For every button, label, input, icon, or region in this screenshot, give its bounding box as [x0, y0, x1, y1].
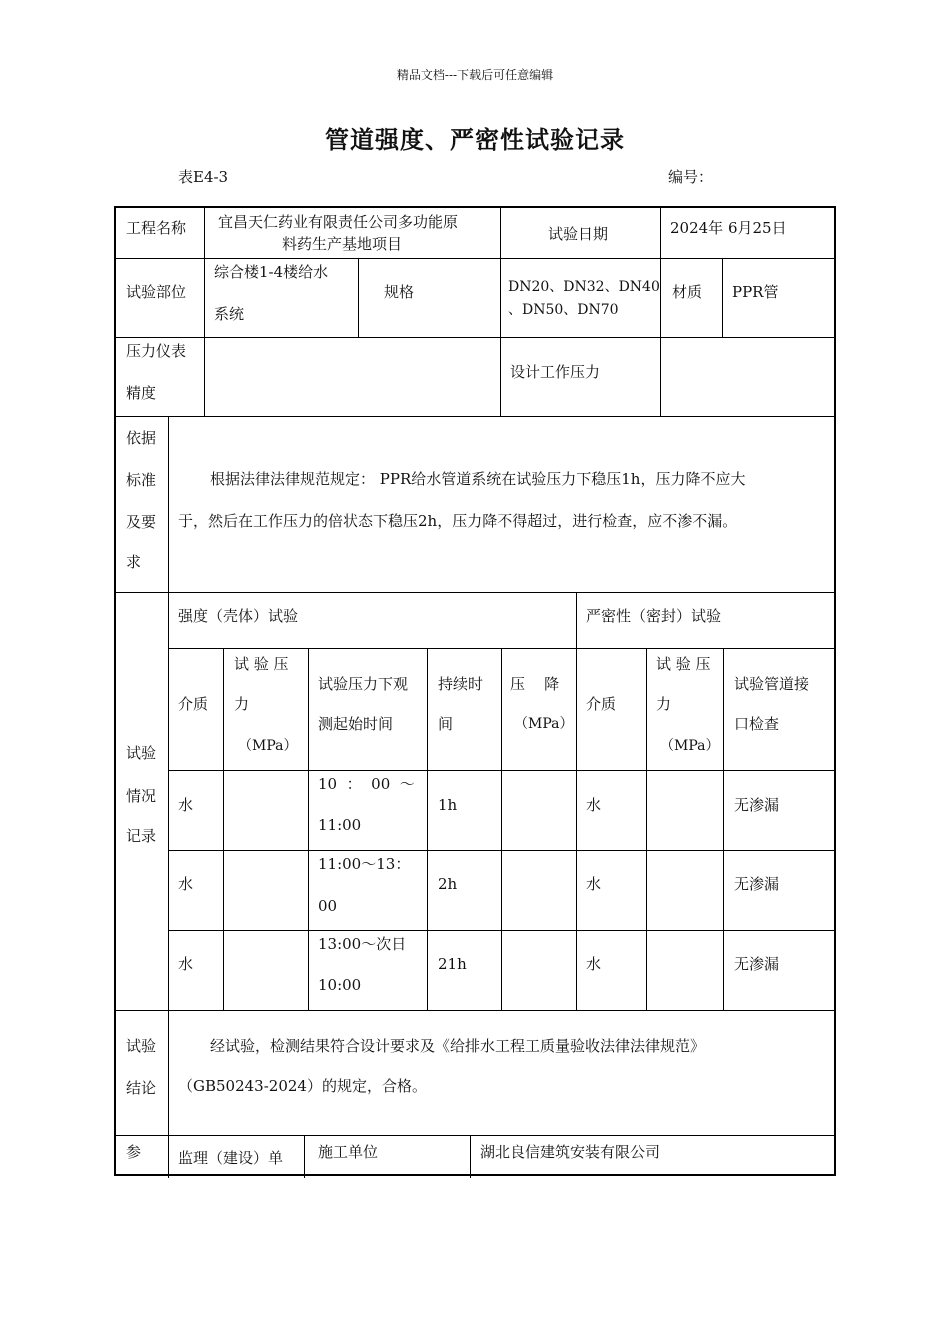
col-pressure2-line1: 试 验 压: [656, 655, 711, 673]
conclusion-text-line2: （GB50243-2024）的规定，合格。: [178, 1077, 427, 1095]
table-row-1-medium2: 水: [586, 796, 602, 814]
table-row-3-start-line2: 10:00: [318, 976, 362, 994]
table-row-1-start-line1: 10 ： 00 ～: [318, 775, 415, 793]
col-joint-check-line2: 口检查: [734, 715, 780, 733]
serial-number-label: 编号：: [668, 168, 714, 186]
table-row-2-start-line2: 00: [318, 897, 338, 915]
test-part-value-line2: 系统: [214, 305, 245, 323]
header-note: 精品文档---下载后可任意编辑: [396, 68, 554, 82]
test-date-label: 试验日期: [548, 225, 609, 243]
col-duration-line2: 间: [438, 715, 454, 733]
basis-label-2: 标准: [126, 471, 157, 489]
table-row-1-duration: 1h: [438, 796, 458, 814]
table-row-2-duration: 2h: [438, 875, 458, 893]
gauge-accuracy-label-line1: 压力仪表: [126, 342, 187, 360]
basis-label-4: 求: [126, 553, 142, 571]
design-pressure-label: 设计工作压力: [510, 363, 601, 381]
table-row-3-medium2: 水: [586, 955, 602, 973]
gauge-accuracy-label-line2: 精度: [126, 384, 157, 402]
col-medium: 介质: [178, 695, 209, 713]
table-row-2-medium: 水: [178, 875, 194, 893]
col-pressure-drop-unit: （MPa）: [514, 716, 574, 732]
test-record-label-1: 试验: [126, 744, 157, 762]
spec-value-line2: 、DN50、DN70: [508, 302, 619, 318]
construction-unit-label: 施工单位: [318, 1143, 379, 1161]
col-pressure2-unit: （MPa）: [660, 738, 720, 754]
conclusion-label-2: 结论: [126, 1079, 157, 1097]
material-value: PPR管: [732, 283, 779, 301]
construction-unit-value: 湖北良信建筑安装有限公司: [480, 1143, 661, 1161]
test-record-table: [114, 206, 836, 1176]
col-joint-check-line1: 试验管道接: [734, 675, 810, 693]
table-row-1-medium: 水: [178, 796, 194, 814]
form-code: 表E4-3: [178, 168, 229, 186]
test-record-label-2: 情况: [126, 787, 157, 805]
page-title: 管道强度、严密性试验记录: [325, 126, 625, 154]
test-date-value: 2024年 6月25日: [670, 219, 787, 237]
test-part-label: 试验部位: [126, 283, 187, 301]
table-row-2-joint: 无渗漏: [734, 875, 780, 893]
project-name-value-line1: 宜昌天仁药业有限责任公司多功能原: [218, 213, 459, 231]
table-row-3-joint: 无渗漏: [734, 955, 780, 973]
test-part-value-line1: 综合楼1-4楼给水: [214, 263, 329, 281]
table-row-2-start-line1: 11:00～13：: [318, 855, 411, 873]
col-start-time-line1: 试验压力下观: [318, 675, 409, 693]
table-row-3-medium: 水: [178, 955, 194, 973]
col-medium-2: 介质: [586, 695, 617, 713]
basis-text-line2: 于，然后在工作压力的倍状态下稳压2h，压力降不得超过，进行检查，应不渗不漏。: [178, 512, 738, 530]
col-pressure-line1: 试 验 压: [234, 655, 289, 673]
project-name-label: 工程名称: [126, 219, 187, 237]
col-pressure-drop: 压 降: [510, 675, 560, 693]
table-row-1-start-line2: 11:00: [318, 816, 362, 834]
material-label: 材质: [672, 283, 703, 301]
tightness-test-header: 严密性（密封）试验: [586, 607, 722, 625]
spec-value-line1: DN20、DN32、DN40: [508, 279, 660, 295]
col-pressure2-line2: 力: [656, 695, 672, 713]
spec-label: 规格: [384, 283, 415, 301]
supervisor-unit-label: 监理（建设）单: [178, 1149, 284, 1167]
conclusion-label-1: 试验: [126, 1037, 157, 1055]
col-pressure-line2: 力: [234, 695, 250, 713]
basis-label-3: 及要: [126, 513, 157, 531]
table-row-3-duration: 21h: [438, 955, 467, 973]
strength-test-header: 强度（壳体）试验: [178, 607, 299, 625]
basis-label-1: 依据: [126, 429, 157, 447]
col-start-time-line2: 测起始时间: [318, 715, 394, 733]
table-row-3-start-line1: 13:00～次日: [318, 935, 407, 953]
project-name-value-line2: 料药生产基地项目: [282, 235, 403, 253]
table-row-2-medium2: 水: [586, 875, 602, 893]
test-record-label-3: 记录: [126, 827, 157, 845]
table-row-1-joint: 无渗漏: [734, 796, 780, 814]
basis-text-line1: 根据法律法律规范规定： PPR给水管道系统在试验压力下稳压1h，压力降不应大: [210, 470, 746, 488]
col-pressure-unit: （MPa）: [238, 738, 298, 754]
conclusion-text-line1: 经试验，检测结果符合设计要求及《给排水工程工质量验收法律法律规范》: [210, 1037, 706, 1055]
col-duration-line1: 持续时: [438, 675, 484, 693]
participants-label: 参: [126, 1143, 142, 1161]
